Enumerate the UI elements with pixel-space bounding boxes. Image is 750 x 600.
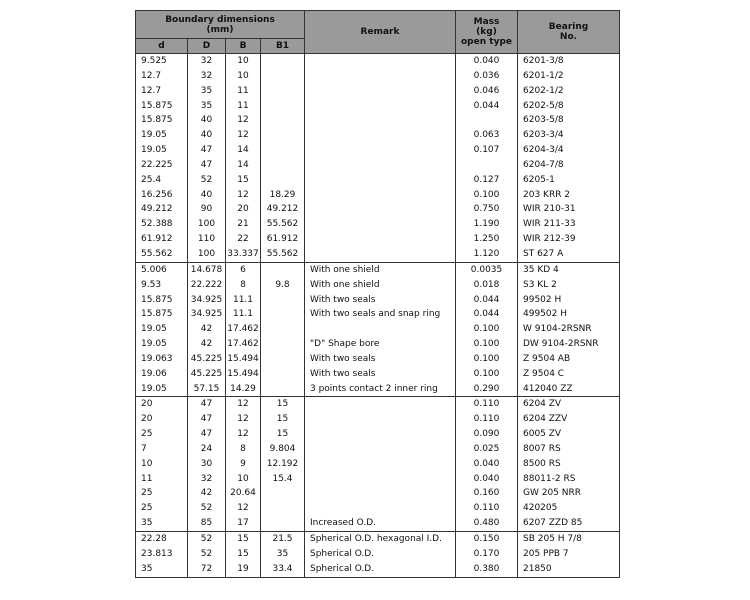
cell-width-b: 8 [226, 442, 261, 457]
cell-width-b: 11 [226, 99, 261, 114]
bearing-header-line1: Bearing [548, 22, 589, 32]
cell-bearing-no: 6202-1/2 [518, 84, 620, 99]
cell-bearing-no: 6207 ZZD 85 [518, 516, 620, 531]
cell-bore-d: 20 [136, 412, 188, 427]
cell-width-b1: 61.912 [261, 232, 305, 247]
cell-mass: 0.750 [456, 202, 518, 217]
cell-bore-d: 19.05 [136, 337, 188, 352]
cell-bearing-no: 35 KD 4 [518, 262, 620, 277]
cell-width-b1 [261, 143, 305, 158]
cell-bearing-no: ST 627 A [518, 247, 620, 262]
cell-outer-diameter: 22.222 [188, 278, 226, 293]
cell-mass: 0.110 [456, 501, 518, 516]
table-row [136, 202, 620, 217]
cell-outer-diameter: 32 [188, 472, 226, 487]
cell-remark [305, 113, 456, 128]
cell-width-b: 15 [226, 173, 261, 188]
cell-bore-d: 10 [136, 457, 188, 472]
table-row [136, 247, 620, 262]
cell-remark [305, 247, 456, 262]
cell-bore-d: 25 [136, 501, 188, 516]
cell-bore-d: 15.875 [136, 293, 188, 308]
cell-outer-diameter: 14.678 [188, 262, 226, 277]
cell-width-b1 [261, 158, 305, 173]
cell-bore-d: 55.562 [136, 247, 188, 262]
cell-remark [305, 486, 456, 501]
cell-width-b1: 12.192 [261, 457, 305, 472]
cell-remark: 3 points contact 2 inner ring [305, 382, 456, 397]
cell-bearing-no: 6202-5/8 [518, 99, 620, 114]
cell-bore-d: 7 [136, 442, 188, 457]
cell-outer-diameter: 40 [188, 113, 226, 128]
table-row [136, 217, 620, 232]
cell-outer-diameter: 34.925 [188, 293, 226, 308]
cell-bore-d: 19.06 [136, 367, 188, 382]
cell-width-b: 10 [226, 69, 261, 84]
table-row [136, 442, 620, 457]
cell-outer-diameter: 52 [188, 173, 226, 188]
cell-width-b: 14 [226, 143, 261, 158]
cell-remark: With one shield [305, 278, 456, 293]
cell-bearing-no: GW 205 NRR [518, 486, 620, 501]
cell-bearing-no: WIR 210-31 [518, 202, 620, 217]
cell-width-b: 14 [226, 158, 261, 173]
cell-remark: With two seals [305, 367, 456, 382]
cell-width-b: 11.1 [226, 307, 261, 322]
cell-width-b1: 15 [261, 397, 305, 412]
table-row [136, 412, 620, 427]
cell-width-b1 [261, 516, 305, 531]
cell-width-b1: 49.212 [261, 202, 305, 217]
cell-width-b: 15 [226, 532, 261, 547]
cell-bore-d: 25 [136, 486, 188, 501]
cell-width-b1 [261, 99, 305, 114]
bearing-header-line2: No. [559, 32, 578, 42]
cell-width-b1 [261, 293, 305, 308]
cell-mass: 0.0035 [456, 262, 518, 277]
table-row [136, 262, 620, 277]
cell-width-b: 17.462 [226, 322, 261, 337]
cell-remark: Spherical O.D. hexagonal I.D. [305, 532, 456, 547]
cell-mass: 0.100 [456, 337, 518, 352]
cell-outer-diameter: 90 [188, 202, 226, 217]
cell-outer-diameter: 52 [188, 547, 226, 562]
cell-outer-diameter: 32 [188, 54, 226, 69]
cell-bore-d: 25.4 [136, 173, 188, 188]
cell-bore-d: 15.875 [136, 99, 188, 114]
cell-mass: 0.107 [456, 143, 518, 158]
cell-width-b1 [261, 69, 305, 84]
cell-mass: 0.290 [456, 382, 518, 397]
cell-outer-diameter: 30 [188, 457, 226, 472]
cell-outer-diameter: 57.15 [188, 382, 226, 397]
cell-outer-diameter: 52 [188, 532, 226, 547]
cell-remark: "D" Shape bore [305, 337, 456, 352]
cell-width-b1: 15 [261, 427, 305, 442]
cell-remark: With one shield [305, 262, 456, 277]
cell-mass: 0.046 [456, 84, 518, 99]
cell-outer-diameter: 34.925 [188, 307, 226, 322]
table-row [136, 501, 620, 516]
cell-mass: 0.090 [456, 427, 518, 442]
cell-remark [305, 202, 456, 217]
cell-mass: 0.100 [456, 352, 518, 367]
cell-width-b1: 33.4 [261, 562, 305, 577]
cell-remark: With two seals and snap ring [305, 307, 456, 322]
mass-header-line3: open type [461, 37, 512, 47]
cell-width-b1: 9.8 [261, 278, 305, 293]
cell-width-b: 12 [226, 128, 261, 143]
cell-outer-diameter: 72 [188, 562, 226, 577]
cell-bore-d: 19.05 [136, 143, 188, 158]
table-body [136, 54, 620, 578]
cell-bearing-no: 499502 H [518, 307, 620, 322]
cell-bearing-no: Z 9504 AB [518, 352, 620, 367]
cell-outer-diameter: 35 [188, 99, 226, 114]
cell-width-b: 11.1 [226, 293, 261, 308]
table-row [136, 337, 620, 352]
cell-remark [305, 84, 456, 99]
cell-remark: Spherical O.D. [305, 547, 456, 562]
cell-bearing-no: WIR 212-39 [518, 232, 620, 247]
cell-bore-d: 22.28 [136, 532, 188, 547]
cell-bore-d: 12.7 [136, 69, 188, 84]
table-header [136, 11, 620, 54]
cell-width-b1: 21.5 [261, 532, 305, 547]
cell-width-b1 [261, 501, 305, 516]
cell-mass: 0.150 [456, 532, 518, 547]
cell-mass: 0.044 [456, 99, 518, 114]
cell-width-b1 [261, 84, 305, 99]
cell-outer-diameter: 24 [188, 442, 226, 457]
cell-bearing-no: 412040 ZZ [518, 382, 620, 397]
cell-bore-d: 23.813 [136, 547, 188, 562]
cell-bearing-no: 6205-1 [518, 173, 620, 188]
cell-remark: Spherical O.D. [305, 562, 456, 577]
cell-width-b: 15 [226, 547, 261, 562]
cell-mass: 0.160 [456, 486, 518, 501]
boundary-dimensions-unit: (mm) [206, 24, 234, 35]
table-row [136, 562, 620, 577]
cell-remark [305, 427, 456, 442]
cell-remark [305, 397, 456, 412]
cell-mass: 1.190 [456, 217, 518, 232]
cell-outer-diameter: 42 [188, 337, 226, 352]
cell-bearing-no: 6204-3/4 [518, 143, 620, 158]
cell-mass: 0.044 [456, 307, 518, 322]
cell-width-b1 [261, 382, 305, 397]
cell-remark [305, 143, 456, 158]
cell-remark: Increased O.D. [305, 516, 456, 531]
table-row [136, 173, 620, 188]
cell-outer-diameter: 47 [188, 397, 226, 412]
cell-bore-d: 52.388 [136, 217, 188, 232]
cell-bore-d: 35 [136, 516, 188, 531]
cell-bore-d: 19.05 [136, 128, 188, 143]
cell-width-b: 12 [226, 427, 261, 442]
table-row [136, 322, 620, 337]
cell-width-b1 [261, 352, 305, 367]
cell-bearing-no: WIR 211-33 [518, 217, 620, 232]
cell-width-b1 [261, 486, 305, 501]
mass-header-line2: (kg) [476, 27, 497, 37]
cell-bore-d: 19.05 [136, 382, 188, 397]
cell-mass: 0.380 [456, 562, 518, 577]
cell-width-b: 17.462 [226, 337, 261, 352]
cell-outer-diameter: 47 [188, 412, 226, 427]
cell-mass: 0.480 [456, 516, 518, 531]
cell-outer-diameter: 100 [188, 247, 226, 262]
cell-bore-d: 5.006 [136, 262, 188, 277]
cell-width-b: 21 [226, 217, 261, 232]
cell-bearing-no: W 9104-2RSNR [518, 322, 620, 337]
cell-width-b1 [261, 307, 305, 322]
cell-width-b1 [261, 337, 305, 352]
table-row [136, 278, 620, 293]
cell-mass: 0.018 [456, 278, 518, 293]
table-row [136, 128, 620, 143]
bearing-header [518, 11, 620, 54]
table-row [136, 113, 620, 128]
cell-outer-diameter: 110 [188, 232, 226, 247]
cell-bearing-no: 6204-7/8 [518, 158, 620, 173]
bearing-dimensions-table [135, 10, 620, 578]
cell-bore-d: 9.53 [136, 278, 188, 293]
cell-bearing-no: 6204 ZZV [518, 412, 620, 427]
cell-width-b1 [261, 113, 305, 128]
cell-mass: 0.040 [456, 54, 518, 69]
cell-outer-diameter: 42 [188, 322, 226, 337]
cell-mass: 0.100 [456, 188, 518, 203]
cell-bore-d: 15.875 [136, 113, 188, 128]
cell-width-b: 12 [226, 113, 261, 128]
cell-bearing-no: 88011-2 RS [518, 472, 620, 487]
cell-width-b1 [261, 367, 305, 382]
cell-width-b: 12 [226, 501, 261, 516]
table-row [136, 352, 620, 367]
cell-bearing-no: 6201-3/8 [518, 54, 620, 69]
cell-width-b1: 55.562 [261, 217, 305, 232]
cell-remark [305, 69, 456, 84]
cell-width-b1 [261, 173, 305, 188]
table-row [136, 188, 620, 203]
cell-mass [456, 113, 518, 128]
cell-mass: 0.100 [456, 367, 518, 382]
table-row [136, 382, 620, 397]
cell-width-b: 15.494 [226, 352, 261, 367]
cell-outer-diameter: 40 [188, 128, 226, 143]
cell-bore-d: 61.912 [136, 232, 188, 247]
cell-mass: 0.170 [456, 547, 518, 562]
cell-bore-d: 19.05 [136, 322, 188, 337]
cell-width-b: 12 [226, 397, 261, 412]
cell-bearing-no: 8007 RS [518, 442, 620, 457]
mass-header-line1: Mass [473, 17, 500, 27]
table-row [136, 367, 620, 382]
cell-remark [305, 412, 456, 427]
table-row [136, 99, 620, 114]
table-row [136, 547, 620, 562]
cell-remark [305, 501, 456, 516]
cell-mass: 0.040 [456, 472, 518, 487]
boundary-dimensions-header [136, 11, 305, 39]
cell-remark [305, 472, 456, 487]
column-header-d: d [136, 39, 188, 54]
cell-width-b1 [261, 262, 305, 277]
cell-bore-d: 20 [136, 397, 188, 412]
cell-mass [456, 158, 518, 173]
cell-outer-diameter: 35 [188, 84, 226, 99]
cell-width-b: 33.337 [226, 247, 261, 262]
table-row [136, 486, 620, 501]
cell-bearing-no: DW 9104-2RSNR [518, 337, 620, 352]
cell-mass: 0.036 [456, 69, 518, 84]
cell-mass: 0.100 [456, 322, 518, 337]
cell-width-b1: 15 [261, 412, 305, 427]
table-row [136, 516, 620, 531]
cell-mass: 0.110 [456, 397, 518, 412]
cell-width-b1: 55.562 [261, 247, 305, 262]
cell-outer-diameter: 32 [188, 69, 226, 84]
remark-header: Remark [305, 11, 456, 54]
cell-bearing-no: 6204 ZV [518, 397, 620, 412]
cell-bearing-no: 6203-3/4 [518, 128, 620, 143]
cell-bore-d: 9.525 [136, 54, 188, 69]
cell-width-b: 11 [226, 84, 261, 99]
cell-remark [305, 217, 456, 232]
cell-outer-diameter: 42 [188, 486, 226, 501]
cell-remark [305, 99, 456, 114]
cell-bearing-no: S3 KL 2 [518, 278, 620, 293]
table-row [136, 397, 620, 412]
cell-bearing-no: 420205 [518, 501, 620, 516]
cell-remark: With two seals [305, 352, 456, 367]
table-row [136, 158, 620, 173]
cell-mass: 0.044 [456, 293, 518, 308]
cell-width-b: 22 [226, 232, 261, 247]
column-header-b1: B1 [261, 39, 305, 54]
cell-width-b1: 18.29 [261, 188, 305, 203]
cell-mass: 1.120 [456, 247, 518, 262]
cell-outer-diameter: 100 [188, 217, 226, 232]
cell-bearing-no: 205 PPB 7 [518, 547, 620, 562]
cell-remark [305, 442, 456, 457]
cell-bearing-no: SB 205 H 7/8 [518, 532, 620, 547]
table-row [136, 69, 620, 84]
cell-width-b1 [261, 54, 305, 69]
cell-remark [305, 54, 456, 69]
cell-bore-d: 15.875 [136, 307, 188, 322]
cell-bore-d: 16.256 [136, 188, 188, 203]
cell-width-b1: 15.4 [261, 472, 305, 487]
cell-width-b: 15.494 [226, 367, 261, 382]
cell-width-b1 [261, 322, 305, 337]
cell-bore-d: 25 [136, 427, 188, 442]
cell-outer-diameter: 52 [188, 501, 226, 516]
cell-remark [305, 322, 456, 337]
table-row [136, 427, 620, 442]
table-row [136, 54, 620, 69]
cell-bore-d: 12.7 [136, 84, 188, 99]
mass-header [456, 11, 518, 54]
cell-bearing-no: 6005 ZV [518, 427, 620, 442]
column-header-b: B [226, 39, 261, 54]
cell-width-b: 12 [226, 412, 261, 427]
cell-bearing-no: 6201-1/2 [518, 69, 620, 84]
cell-remark: With two seals [305, 293, 456, 308]
cell-remark [305, 173, 456, 188]
table-row [136, 307, 620, 322]
cell-width-b: 14.29 [226, 382, 261, 397]
table-row [136, 457, 620, 472]
cell-mass: 0.127 [456, 173, 518, 188]
cell-width-b: 10 [226, 54, 261, 69]
column-header-outer-d: D [188, 39, 226, 54]
cell-remark [305, 158, 456, 173]
cell-mass: 0.040 [456, 457, 518, 472]
cell-outer-diameter: 85 [188, 516, 226, 531]
cell-bore-d: 49.212 [136, 202, 188, 217]
table-row [136, 532, 620, 547]
cell-bore-d: 11 [136, 472, 188, 487]
cell-width-b1 [261, 128, 305, 143]
cell-width-b: 17 [226, 516, 261, 531]
cell-bearing-no: Z 9504 C [518, 367, 620, 382]
cell-bearing-no: 21850 [518, 562, 620, 577]
cell-mass: 0.025 [456, 442, 518, 457]
cell-outer-diameter: 45.225 [188, 352, 226, 367]
cell-width-b: 20 [226, 202, 261, 217]
cell-width-b: 8 [226, 278, 261, 293]
cell-outer-diameter: 40 [188, 188, 226, 203]
boundary-dimensions-title: Boundary dimensions [165, 14, 275, 25]
cell-mass: 0.110 [456, 412, 518, 427]
cell-width-b: 19 [226, 562, 261, 577]
cell-mass: 0.063 [456, 128, 518, 143]
table-row [136, 84, 620, 99]
table-row [136, 143, 620, 158]
table-row [136, 232, 620, 247]
cell-remark [305, 128, 456, 143]
cell-width-b: 20.64 [226, 486, 261, 501]
cell-outer-diameter: 47 [188, 427, 226, 442]
cell-bearing-no: 203 KRR 2 [518, 188, 620, 203]
cell-bearing-no: 8500 RS [518, 457, 620, 472]
cell-outer-diameter: 45.225 [188, 367, 226, 382]
cell-remark [305, 232, 456, 247]
cell-mass: 1.250 [456, 232, 518, 247]
cell-width-b: 9 [226, 457, 261, 472]
cell-outer-diameter: 47 [188, 158, 226, 173]
cell-remark [305, 457, 456, 472]
cell-width-b1: 9.804 [261, 442, 305, 457]
cell-bearing-no: 99502 H [518, 293, 620, 308]
table-row [136, 472, 620, 487]
cell-width-b1: 35 [261, 547, 305, 562]
cell-bore-d: 22.225 [136, 158, 188, 173]
cell-outer-diameter: 47 [188, 143, 226, 158]
cell-width-b: 12 [226, 188, 261, 203]
cell-remark [305, 188, 456, 203]
cell-width-b: 6 [226, 262, 261, 277]
cell-bore-d: 19.063 [136, 352, 188, 367]
table-row [136, 293, 620, 308]
cell-width-b: 10 [226, 472, 261, 487]
cell-bore-d: 35 [136, 562, 188, 577]
cell-bearing-no: 6203-5/8 [518, 113, 620, 128]
